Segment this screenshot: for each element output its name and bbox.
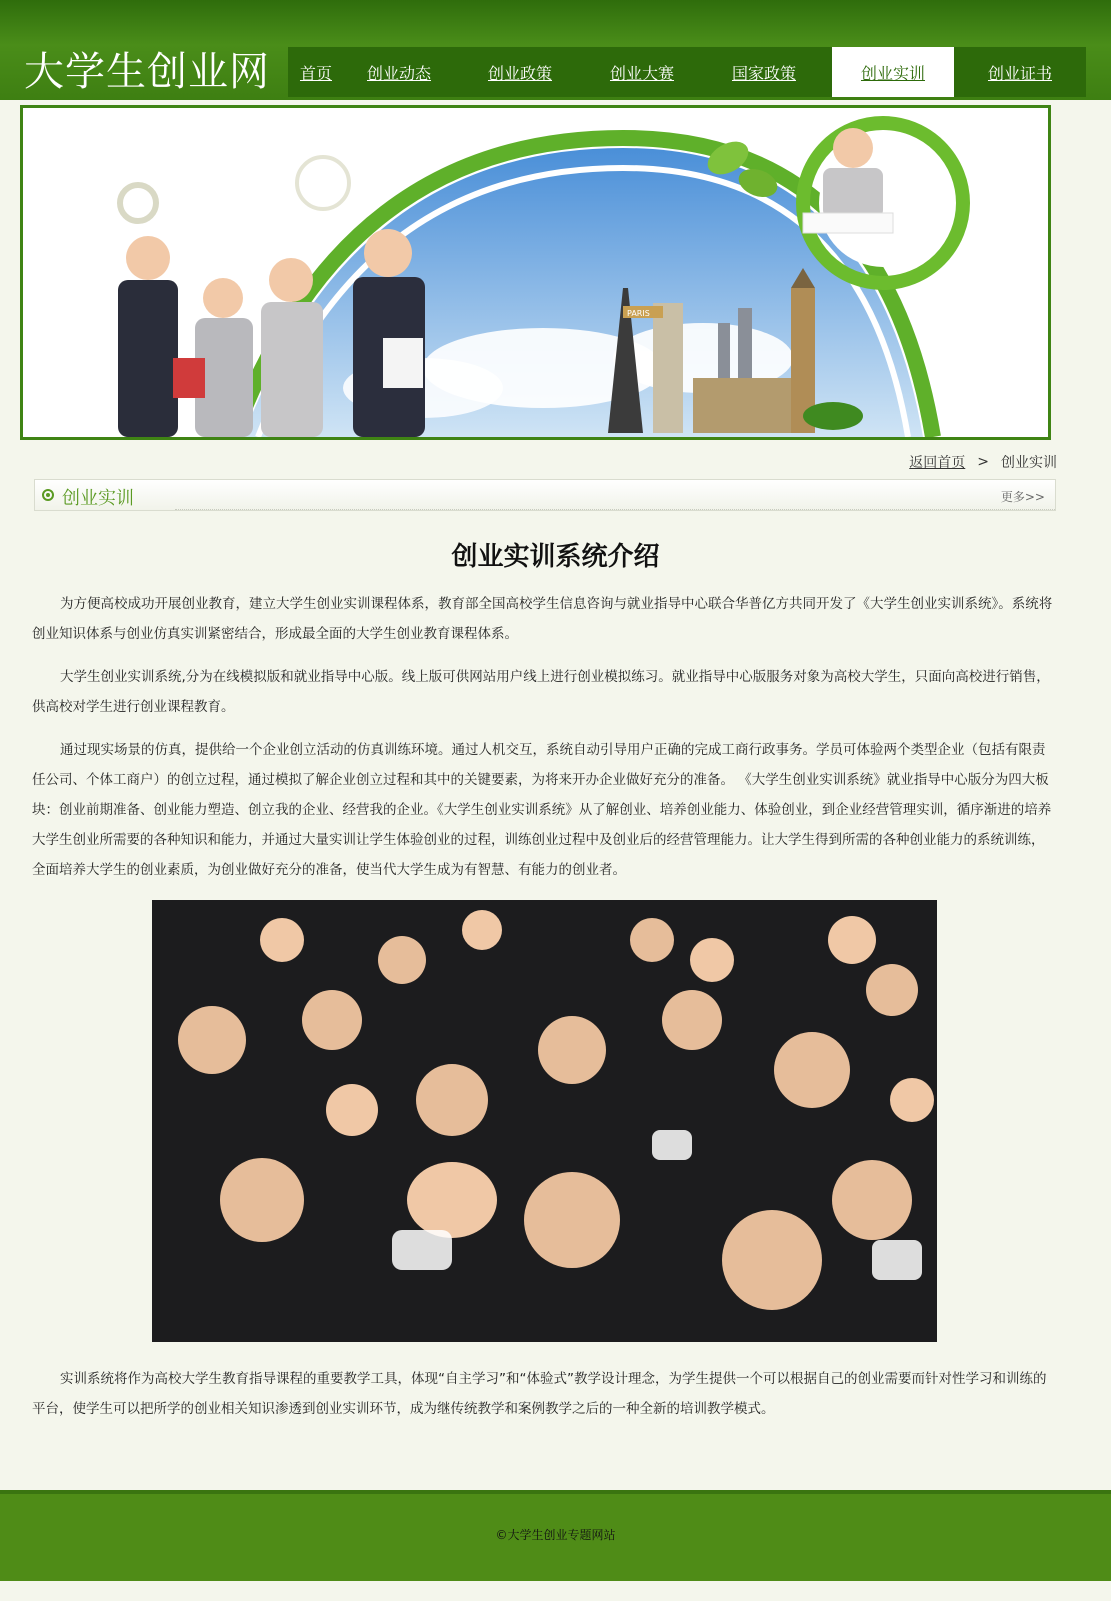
site-header (0, 0, 1111, 100)
copyright-text: ©大学生创业专题网站 (495, 1528, 616, 1542)
nav-item-contest[interactable]: 创业大赛 (609, 63, 674, 83)
breadcrumb-separator: > (977, 454, 989, 470)
breadcrumb (909, 452, 1057, 472)
bullet-icon (42, 489, 54, 501)
article-paragraph: 大学生创业实训系统,分为在线模拟版和就业指导中心版。线上版可供网站用户线上进行创业模拟练习。就业指导中心版服务对象为高校大学生，只面向高校进行销售，供高校对学生进行创业课程教育。 (32, 669, 1050, 715)
main-nav (288, 47, 1086, 97)
nav-item-policy[interactable]: 创业政策 (487, 63, 552, 83)
nav-item-national-policy[interactable]: 国家政策 (731, 63, 796, 83)
nav-item-home[interactable]: 首页 (299, 63, 332, 83)
article-title: 创业实训系统介绍 (451, 542, 660, 572)
section-title: 创业实训 (62, 488, 134, 509)
nav-item-certificate[interactable]: 创业证书 (987, 63, 1052, 83)
site-footer (0, 1490, 1111, 1581)
site-logo[interactable]: 大学生创业网 (24, 49, 270, 95)
breadcrumb-current: 创业实训 (1001, 455, 1057, 471)
more-link[interactable]: 更多>> (1000, 490, 1045, 504)
banner-paris-sign: PARIS (627, 309, 650, 318)
crowd-photo (152, 900, 937, 1342)
nav-item-news[interactable]: 创业动态 (366, 63, 431, 83)
breadcrumb-home-link[interactable]: 返回首页 (909, 455, 966, 471)
banner-illustration (23, 108, 1048, 437)
section-header (34, 479, 1056, 511)
article-paragraph: 实训系统将作为高校大学生教育指导课程的重要教学工具，体现“自主学习”和“体验式”教学设计理念，为学生提供一个可以根据自己的创业需要而针对性学习和训练的平台，使学生可以把所学的创业相关知识渗透到创业实训环节，成为继传统教学和案例教学之后的一种全新的培训教学模式。 (32, 1371, 1047, 1417)
nav-item-training[interactable]: 创业实训 (832, 47, 954, 97)
article-paragraph: 通过现实场景的仿真，提供给一个企业创立活动的仿真训练环境。通过人机交互，系统自动引导用户正确的完成工商行政事务。学员可体验两个类型企业（包括有限责任公司、个体工商户）的创立过程，通过模拟了解企业创立过程和其中的关键要素，为将来开办企业做好充分的准备。 《大学生创业实训系统》就业指导中心版分为四大板块：创业前期准备、创业能力塑造、创立我的企业、经营我的企业。《大学生创业实训系统》从了解创业、培养创业能力、体验创业，到企业经营管理实训，循序渐进的培养大学生创业所需要的各种知识和能力，并通过大量实训让学生体验创业的过程，训练创业过程中及创业后的经营管理能力。让大学生得到所需的各种创业能力的系统训练，全面培养大学生的创业素质，为创业做好充分的准备，使当代大学生成为有智慧、有能力的创业者。 (32, 742, 1052, 878)
banner-image (20, 105, 1051, 440)
article-photo (152, 900, 937, 1342)
article-paragraph: 为方便高校成功开展创业教育，建立大学生创业实训课程体系，教育部全国高校学生信息咨询与就业指导中心联合华普亿方共同开发了《大学生创业实训系统》。系统将创业知识体系与创业仿真实训紧密结合，形成最全面的大学生创业教育课程体系。 (32, 596, 1053, 642)
section-divider (175, 509, 1055, 510)
